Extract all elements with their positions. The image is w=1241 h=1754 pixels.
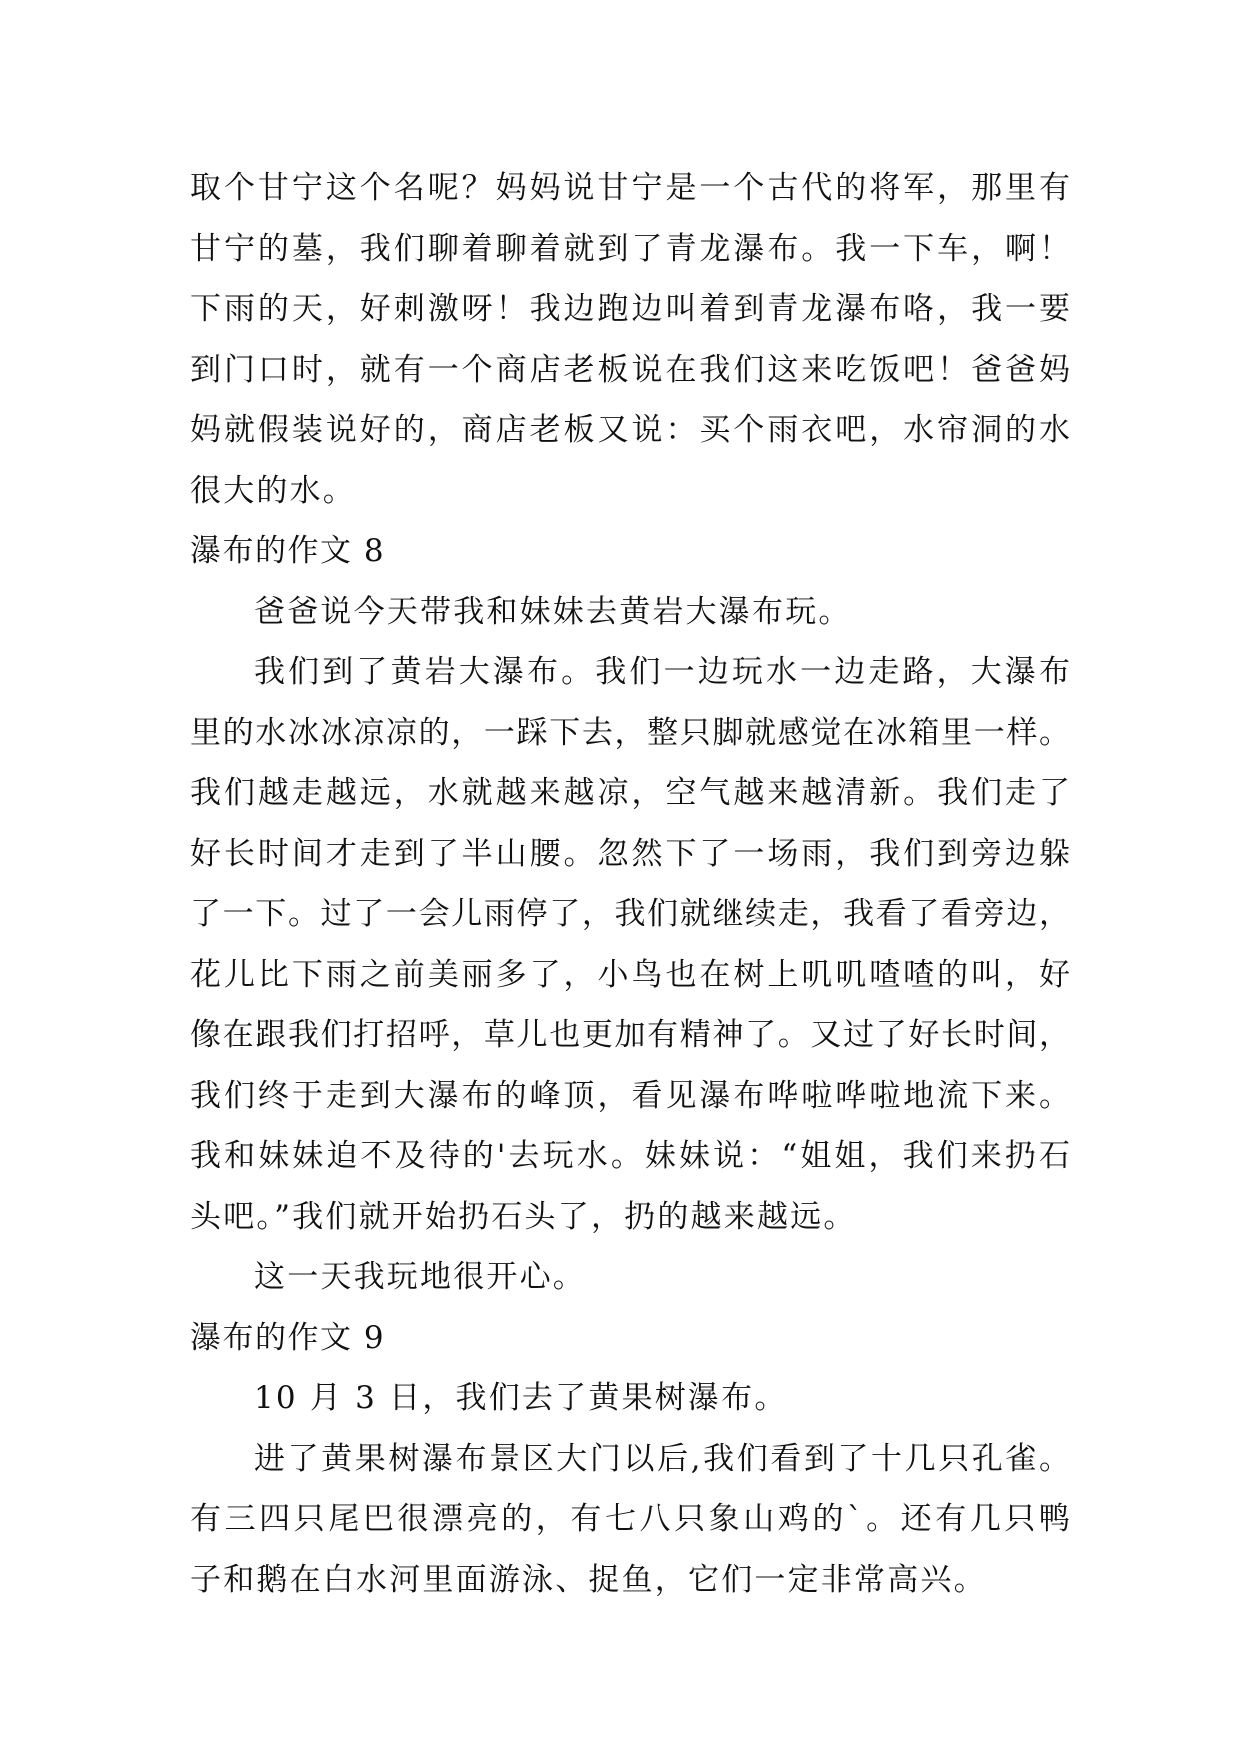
paragraph-first-line: 进了黄果树瀑布景区大门以后,我们看到了十几只孔雀。 [254, 1440, 1070, 1477]
text-line: 有三四只尾巴很漂亮的，有七八只象山鸡的`。还有几只鸭 [190, 1501, 1070, 1537]
text-line: 我们终于走到大瀑布的峰顶，看见瀑布哗啦哗啦地流下来。 [190, 1077, 1070, 1114]
paragraph-first-line: 爸爸说今天带我和妹妹去黄岩大瀑布玩。 [254, 593, 852, 630]
text-line: 了一下。过了一会儿雨停了，我们就继续走，我看了看旁边， [190, 896, 1070, 932]
text-line: 妈就假装说好的，商店老板又说：买个雨衣吧，水帘洞的水 [190, 412, 1070, 448]
text-line: 像在跟我们打招呼，草儿也更加有精神了。又过了好长时间， [190, 1017, 1070, 1053]
paragraph-first-line: 这一天我玩地很开心。 [254, 1259, 586, 1295]
text-line: 子和鹅在白水河里面游泳、捉鱼，它们一定非常高兴。 [190, 1561, 987, 1598]
text-line: 甘宁的墓，我们聊着聊着就到了青龙瀑布。我一下车，啊！ [190, 230, 1070, 267]
document-body [190, 158, 1070, 1610]
paragraph-first-line: 10 月 3 日，我们去了黄果树瀑布。 [254, 1380, 788, 1416]
text-line: 我们越走越远，水就越来越凉，空气越来越清新。我们走了 [190, 775, 1070, 811]
paragraph-first-line: 我们到了黄岩大瀑布。我们一边玩水一边走路，大瀑布 [254, 654, 1070, 690]
section-heading: 瀑布的作文 9 [190, 1319, 386, 1356]
text-line: 里的水冰冰凉凉的，一踩下去，整只脚就感觉在冰箱里一样。 [190, 714, 1070, 751]
text-line: 我和妹妹迫不及待的'去玩水。妹妹说：“姐姐，我们来扔石 [190, 1138, 1070, 1174]
text-line: 头吧。”我们就开始扔石头了，扔的越来越远。 [190, 1198, 857, 1235]
text-line: 很大的水。 [190, 472, 356, 509]
text-line: 花儿比下雨之前美丽多了，小鸟也在树上叽叽喳喳的叫，好 [190, 956, 1070, 993]
text-line: 下雨的天，好刺激呀！我边跑边叫着到青龙瀑布咯，我一要 [190, 291, 1070, 327]
text-line: 取个甘宁这个名呢？妈妈说甘宁是一个古代的将军，那里有 [190, 170, 1070, 206]
section-heading: 瀑布的作文 8 [190, 533, 386, 569]
text-line: 到门口时，就有一个商店老板说在我们这来吃饭吧！爸爸妈 [190, 351, 1070, 388]
text-line: 好长时间才走到了半山腰。忽然下了一场雨，我们到旁边躲 [190, 835, 1070, 872]
